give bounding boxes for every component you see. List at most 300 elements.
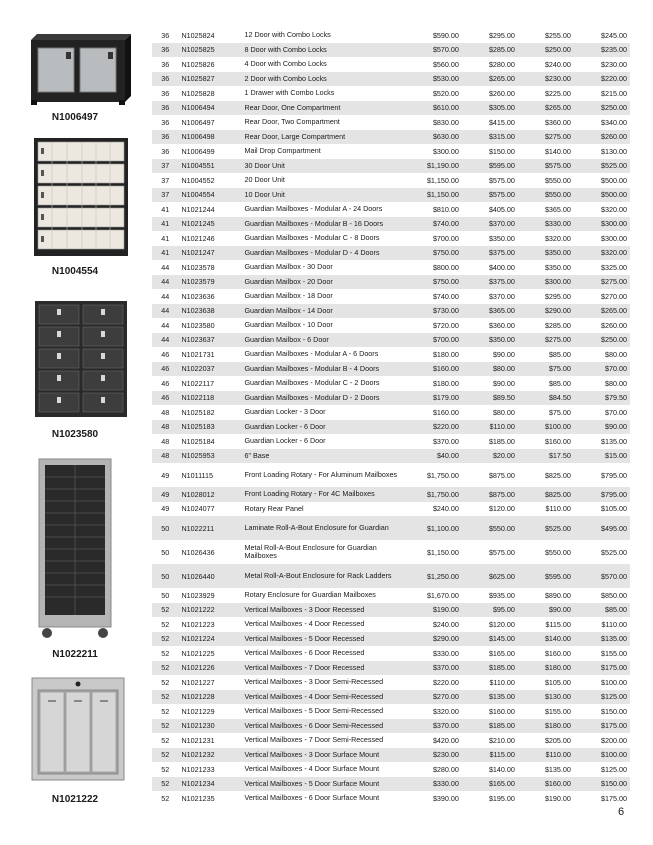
- sku-cell: N1004552: [181, 175, 215, 185]
- price-cell: $235.00: [574, 43, 630, 58]
- price-cell: $160.00: [405, 362, 462, 377]
- price-cell: $70.00: [574, 362, 630, 377]
- price-cell: $305.00: [462, 101, 518, 116]
- sku-cell: N1023636: [181, 291, 215, 301]
- sku-cell: N1006497: [181, 117, 215, 127]
- description-cell: 10 Door Unit: [241, 188, 405, 203]
- price-cell: $265.00: [574, 304, 630, 319]
- sku-cell: N1028012: [178, 487, 241, 502]
- price-cell: $90.00: [492, 378, 515, 388]
- product-sku-label: N1004554: [51, 266, 99, 277]
- price-cell: $320.00: [432, 706, 459, 716]
- price-cell: $740.00: [405, 217, 462, 232]
- price-cell: $280.00: [488, 59, 515, 69]
- table-row: [152, 246, 630, 261]
- page-cell: 44: [152, 275, 178, 290]
- page-cell: 44: [161, 320, 170, 330]
- price-cell: $180.00: [432, 378, 459, 388]
- price-cell: $150.00: [488, 146, 515, 156]
- sku-cell: N1023637: [178, 333, 241, 348]
- price-cell: $145.00: [462, 632, 518, 647]
- price-cell: $525.00: [518, 516, 574, 540]
- price-cell: $90.00: [574, 420, 630, 435]
- price-cell: $165.00: [462, 777, 518, 792]
- description-cell: Rotary Rear Panel: [244, 503, 304, 513]
- price-cell: $595.00: [518, 564, 574, 588]
- page-cell: 46: [161, 349, 170, 359]
- price-cell: $550.00: [544, 175, 571, 185]
- price-cell: $325.00: [601, 262, 627, 272]
- price-cell: $75.00: [518, 362, 574, 377]
- description-cell: Vertical Mailboxes - 3 Door Semi-Recessed: [244, 677, 384, 686]
- price-cell: $20.00: [462, 449, 518, 464]
- price-cell: $750.00: [405, 246, 462, 261]
- price-cell: $110.00: [518, 748, 574, 763]
- price-cell: $560.00: [432, 59, 459, 69]
- price-cell: $205.00: [544, 735, 571, 745]
- table-row: [152, 347, 630, 362]
- price-cell: $230.00: [405, 748, 462, 763]
- price-cell: $105.00: [544, 677, 571, 687]
- sku-cell: N1023929: [181, 590, 215, 600]
- price-cell: $230.00: [518, 72, 574, 87]
- description-cell: 8 Door with Combo Locks: [241, 43, 405, 58]
- price-cell: $550.00: [518, 188, 574, 203]
- table-row: [152, 420, 630, 435]
- sku-cell: N1023579: [178, 275, 241, 290]
- price-cell: $79.50: [574, 391, 630, 406]
- sku-cell: N1025182: [181, 407, 215, 417]
- page-cell: 44: [152, 304, 178, 319]
- sku-cell: N1021731: [181, 349, 215, 359]
- table-row: [152, 487, 630, 502]
- sku-cell: N1021232: [178, 748, 241, 763]
- description-cell: 12 Door with Combo Locks: [244, 30, 331, 39]
- description-cell: Metal Roll-A-Bout Enclosure for Rack Ladders: [241, 564, 405, 588]
- roll-a-bout-enclosure-icon: [37, 457, 113, 639]
- price-cell: $120.00: [488, 504, 515, 514]
- table-row: [152, 617, 630, 632]
- price-cell: $220.00: [432, 677, 459, 687]
- price-cell: $575.00: [518, 159, 574, 174]
- description-cell: Rear Door, One Compartment: [241, 101, 405, 116]
- price-cell: $85.00: [548, 349, 571, 359]
- price-cell: $160.00: [544, 648, 571, 658]
- price-cell: $160.00: [544, 436, 571, 446]
- price-cell: $17.50: [518, 449, 574, 464]
- table-row: [152, 333, 630, 348]
- price-table-body: [152, 28, 630, 806]
- price-cell: $1,750.00: [405, 487, 462, 502]
- price-cell: $140.00: [544, 146, 571, 156]
- table-row: [152, 632, 630, 647]
- product-sku-label: N1022211: [52, 649, 98, 660]
- price-cell: $340.00: [601, 117, 627, 127]
- price-cell: $100.00: [601, 677, 627, 687]
- page-cell: 36: [161, 59, 170, 69]
- price-cell: $625.00: [462, 564, 518, 588]
- sku-cell: N1024077: [181, 504, 215, 514]
- price-cell: $350.00: [544, 262, 571, 272]
- price-cell: $300.00: [518, 275, 574, 290]
- description-cell: Guardian Locker - 3 Door: [244, 407, 326, 416]
- table-row: [152, 564, 630, 588]
- price-cell: $255.00: [544, 30, 571, 40]
- price-cell: $810.00: [432, 204, 459, 214]
- sku-cell: N1026440: [178, 564, 241, 588]
- price-cell: $195.00: [488, 793, 515, 803]
- table-row: [152, 275, 630, 290]
- table-row: [152, 762, 630, 777]
- price-cell: $700.00: [432, 233, 459, 243]
- sku-cell: N1021229: [181, 706, 215, 716]
- price-cell: $160.00: [518, 777, 574, 792]
- price-cell: $795.00: [601, 470, 627, 480]
- price-cell: $260.00: [488, 88, 515, 98]
- page-cell: 52: [152, 661, 178, 676]
- price-cell: $130.00: [601, 146, 627, 156]
- page-cell: 52: [152, 690, 178, 705]
- table-row: [152, 748, 630, 763]
- sku-cell: N1022118: [178, 391, 241, 406]
- table-row: [152, 391, 630, 406]
- price-cell: $89.50: [462, 391, 518, 406]
- description-cell: Guardian Mailboxes - Modular C - 2 Doors: [244, 378, 380, 387]
- table-row: [152, 289, 630, 304]
- price-cell: $175.00: [574, 661, 630, 676]
- price-cell: $800.00: [432, 262, 459, 272]
- description-cell: 4 Door with Combo Locks: [244, 59, 327, 68]
- vertical-mailbox-icon: [30, 676, 126, 782]
- price-cell: $330.00: [518, 217, 574, 232]
- sku-cell: N1021231: [181, 735, 215, 745]
- price-cell: $375.00: [462, 275, 518, 290]
- price-cell: $530.00: [405, 72, 462, 87]
- price-cell: $190.00: [544, 793, 571, 803]
- page-cell: 50: [152, 516, 178, 540]
- sku-cell: N1025953: [178, 449, 241, 464]
- sku-cell: N1021246: [181, 233, 215, 243]
- price-cell: $365.00: [544, 204, 571, 214]
- page-cell: 36: [161, 117, 170, 127]
- price-cell: $285.00: [462, 43, 518, 58]
- table-row: [152, 646, 630, 661]
- price-cell: $290.00: [518, 304, 574, 319]
- description-cell: 2 Door with Combo Locks: [241, 72, 405, 87]
- price-cell: $190.00: [405, 603, 462, 618]
- price-cell: $590.00: [432, 30, 459, 40]
- price-cell: $575.00: [488, 175, 515, 185]
- page-cell: 46: [152, 391, 178, 406]
- price-cell: $360.00: [544, 117, 571, 127]
- price-cell: $330.00: [432, 648, 459, 658]
- sku-cell: N1025826: [181, 59, 215, 69]
- price-cell: $370.00: [405, 661, 462, 676]
- price-cell: $570.00: [405, 43, 462, 58]
- price-cell: $220.00: [574, 72, 630, 87]
- table-row: [152, 603, 630, 618]
- price-cell: $1,150.00: [405, 188, 462, 203]
- price-cell: $260.00: [574, 130, 630, 145]
- price-cell: $350.00: [462, 333, 518, 348]
- price-cell: $375.00: [462, 246, 518, 261]
- price-cell: $500.00: [574, 188, 630, 203]
- price-cell: $405.00: [488, 204, 515, 214]
- page-cell: 49: [161, 470, 170, 480]
- price-table: [152, 28, 630, 806]
- page-cell: 36: [161, 146, 170, 156]
- page-cell: 52: [161, 793, 170, 803]
- description-cell: Vertical Mailboxes - 5 Door Semi-Recessed: [244, 706, 384, 715]
- price-cell: $365.00: [462, 304, 518, 319]
- table-row: [152, 733, 630, 748]
- page-cell: 52: [161, 648, 170, 658]
- price-cell: $420.00: [432, 735, 459, 745]
- table-row: [152, 72, 630, 87]
- description-cell: Front Loading Rotary - For 4C Mailboxes: [241, 487, 405, 502]
- price-cell: $1,150.00: [426, 175, 459, 185]
- description-cell: Vertical Mailboxes - 4 Door Recessed: [244, 619, 365, 628]
- price-cell: $215.00: [601, 88, 627, 98]
- price-cell: $825.00: [544, 470, 571, 480]
- description-cell: Rotary Enclosure for Guardian Mailboxes: [244, 590, 376, 599]
- price-cell: $1,190.00: [405, 159, 462, 174]
- price-cell: $350.00: [488, 233, 515, 243]
- page-cell: 41: [161, 233, 170, 243]
- price-cell: $250.00: [574, 333, 630, 348]
- price-cell: $84.50: [518, 391, 574, 406]
- price-cell: $180.00: [518, 661, 574, 676]
- price-cell: $100.00: [518, 420, 574, 435]
- description-cell: Guardian Locker - 6 Door: [244, 436, 326, 445]
- price-cell: $80.00: [462, 362, 518, 377]
- price-cell: $550.00: [462, 516, 518, 540]
- price-cell: $730.00: [405, 304, 462, 319]
- price-cell: $315.00: [462, 130, 518, 145]
- price-cell: $240.00: [432, 619, 459, 629]
- product-n1022211: [0, 455, 150, 660]
- price-cell: $130.00: [518, 690, 574, 705]
- table-row: [152, 540, 630, 564]
- page-cell: 48: [152, 449, 178, 464]
- price-cell: $135.00: [462, 690, 518, 705]
- description-cell: Vertical Mailboxes - 3 Door Recessed: [241, 603, 405, 618]
- price-cell: $75.00: [548, 407, 571, 417]
- table-row: [152, 304, 630, 319]
- page-cell: 50: [152, 564, 178, 588]
- price-cell: $390.00: [432, 793, 459, 803]
- price-cell: $370.00: [462, 217, 518, 232]
- price-cell: $150.00: [601, 706, 627, 716]
- price-cell: $575.00: [462, 188, 518, 203]
- price-cell: $700.00: [405, 333, 462, 348]
- description-cell: Rear Door, Two Compartment: [244, 117, 340, 126]
- sku-cell: N1022037: [178, 362, 241, 377]
- table-row: [152, 516, 630, 540]
- price-cell: $175.00: [601, 793, 627, 803]
- description-cell: Guardian Mailboxes - Modular C - 8 Doors: [244, 233, 380, 242]
- price-cell: $160.00: [432, 407, 459, 417]
- description-cell: Vertical Mailboxes - 6 Door Semi-Recessed: [241, 719, 405, 734]
- price-cell: $575.00: [488, 547, 515, 557]
- price-cell: $120.00: [488, 619, 515, 629]
- table-row: [152, 144, 630, 159]
- price-cell: $200.00: [601, 735, 627, 745]
- price-cell: $370.00: [405, 719, 462, 734]
- price-cell: $210.00: [488, 735, 515, 745]
- table-row: [152, 28, 630, 43]
- sku-cell: N1021222: [178, 603, 241, 618]
- sku-cell: N1021228: [178, 690, 241, 705]
- price-cell: $795.00: [574, 487, 630, 502]
- price-cell: $750.00: [405, 275, 462, 290]
- price-cell: $300.00: [601, 233, 627, 243]
- product-n1023580: [0, 295, 150, 445]
- description-cell: Vertical Mailboxes - 7 Door Recessed: [241, 661, 405, 676]
- page-cell: 50: [161, 547, 170, 557]
- page-cell: 49: [152, 487, 178, 502]
- description-cell: Guardian Mailboxes - Modular A - 24 Doors: [244, 204, 383, 213]
- price-cell: $595.00: [462, 159, 518, 174]
- page-cell: 52: [152, 748, 178, 763]
- price-cell: $70.00: [605, 407, 627, 417]
- table-row: [152, 217, 630, 232]
- price-cell: $85.00: [548, 378, 571, 388]
- sku-cell: N1011115: [181, 470, 214, 480]
- price-cell: $830.00: [432, 117, 459, 127]
- table-row: [152, 159, 630, 174]
- table-row: [152, 704, 630, 719]
- table-row: [152, 675, 630, 690]
- table-row: [152, 661, 630, 676]
- price-cell: $125.00: [601, 764, 627, 774]
- price-cell: $740.00: [432, 291, 459, 301]
- page-number: 6: [618, 806, 625, 818]
- price-cell: $890.00: [544, 590, 571, 600]
- price-cell: $370.00: [488, 291, 515, 301]
- price-cell: $265.00: [462, 72, 518, 87]
- price-cell: $240.00: [544, 59, 571, 69]
- price-cell: $110.00: [462, 420, 518, 435]
- product-n1021222: [0, 670, 150, 820]
- page-cell: 41: [161, 204, 170, 214]
- description-cell: Guardian Mailbox - 20 Door: [241, 275, 405, 290]
- description-cell: Vertical Mailboxes - 4 Door Surface Mount: [244, 764, 380, 773]
- description-cell: Vertical Mailboxes - 6 Door Recessed: [244, 648, 365, 657]
- price-cell: $80.00: [605, 378, 627, 388]
- price-cell: $825.00: [518, 487, 574, 502]
- price-cell: $280.00: [432, 764, 459, 774]
- price-cell: $260.00: [601, 320, 627, 330]
- price-cell: $180.00: [432, 349, 459, 359]
- price-cell: $570.00: [574, 564, 630, 588]
- mailbox-2-door-unit-icon: [25, 30, 133, 106]
- sku-cell: N1022211: [178, 516, 241, 540]
- price-cell: $155.00: [601, 648, 627, 658]
- table-row: [152, 376, 630, 391]
- table-row: [152, 86, 630, 101]
- price-cell: $140.00: [518, 632, 574, 647]
- sku-cell: N1021226: [178, 661, 241, 676]
- price-cell: $610.00: [405, 101, 462, 116]
- table-row: [152, 690, 630, 705]
- description-cell: 6" Base: [241, 449, 405, 464]
- page-cell: 37: [161, 175, 170, 185]
- sku-cell: N1021233: [181, 764, 215, 774]
- price-cell: $415.00: [488, 117, 515, 127]
- description-cell: Guardian Mailbox - 6 Door: [241, 333, 405, 348]
- price-cell: $300.00: [432, 146, 459, 156]
- sku-cell: N1026436: [181, 547, 215, 557]
- price-cell: $1,150.00: [426, 547, 459, 557]
- sku-cell: N1022117: [181, 378, 215, 388]
- price-cell: $720.00: [432, 320, 459, 330]
- price-cell: $1,100.00: [405, 516, 462, 540]
- table-row: [152, 434, 630, 449]
- page-cell: 52: [152, 719, 178, 734]
- price-cell: $110.00: [601, 619, 627, 629]
- sku-cell: N1025828: [181, 88, 215, 98]
- description-cell: 1 Drawer with Combo Locks: [244, 88, 335, 97]
- table-row: [152, 777, 630, 792]
- price-cell: $230.00: [601, 59, 627, 69]
- table-row: [152, 449, 630, 464]
- page-cell: 46: [161, 378, 170, 388]
- price-cell: $400.00: [488, 262, 515, 272]
- table-row: [152, 188, 630, 203]
- table-row: [152, 231, 630, 246]
- description-cell: Guardian Mailbox - 30 Door: [244, 262, 333, 271]
- page-cell: 36: [152, 43, 178, 58]
- description-cell: Guardian Mailboxes - Modular D - 4 Doors: [241, 246, 405, 261]
- price-cell: $165.00: [488, 648, 515, 658]
- page-cell: 44: [152, 333, 178, 348]
- sku-cell: N1004554: [178, 188, 241, 203]
- table-row: [152, 502, 630, 517]
- price-cell: $250.00: [574, 101, 630, 116]
- price-cell: $110.00: [489, 677, 515, 687]
- price-cell: $245.00: [601, 30, 627, 40]
- price-cell: $295.00: [544, 291, 571, 301]
- sku-cell: N1023638: [178, 304, 241, 319]
- sku-cell: N1021225: [181, 648, 215, 658]
- price-cell: $160.00: [488, 706, 515, 716]
- sku-cell: N1021247: [178, 246, 241, 261]
- table-row: [152, 463, 630, 487]
- product-sku-label: N1021222: [51, 794, 99, 805]
- price-cell: $875.00: [488, 470, 515, 480]
- table-row: [152, 719, 630, 734]
- page-cell: 41: [152, 217, 178, 232]
- page-cell: 48: [161, 407, 170, 417]
- description-cell: Guardian Mailbox - 14 Door: [241, 304, 405, 319]
- description-cell: Guardian Mailbox - 18 Door: [244, 291, 333, 300]
- product-sidebar: [0, 0, 150, 845]
- price-cell: $80.00: [492, 407, 515, 417]
- sku-cell: N1025824: [181, 30, 215, 40]
- price-cell: $275.00: [518, 333, 574, 348]
- price-cell: $370.00: [432, 436, 459, 446]
- price-cell: $850.00: [601, 590, 627, 600]
- page-cell: 36: [152, 72, 178, 87]
- price-cell: $185.00: [488, 436, 515, 446]
- price-cell: $320.00: [544, 233, 571, 243]
- description-cell: 30 Door Unit: [241, 159, 405, 174]
- price-cell: $250.00: [518, 43, 574, 58]
- price-cell: $350.00: [518, 246, 574, 261]
- page-cell: 36: [152, 101, 178, 116]
- description-cell: Vertical Mailboxes - 5 Door Recessed: [241, 632, 405, 647]
